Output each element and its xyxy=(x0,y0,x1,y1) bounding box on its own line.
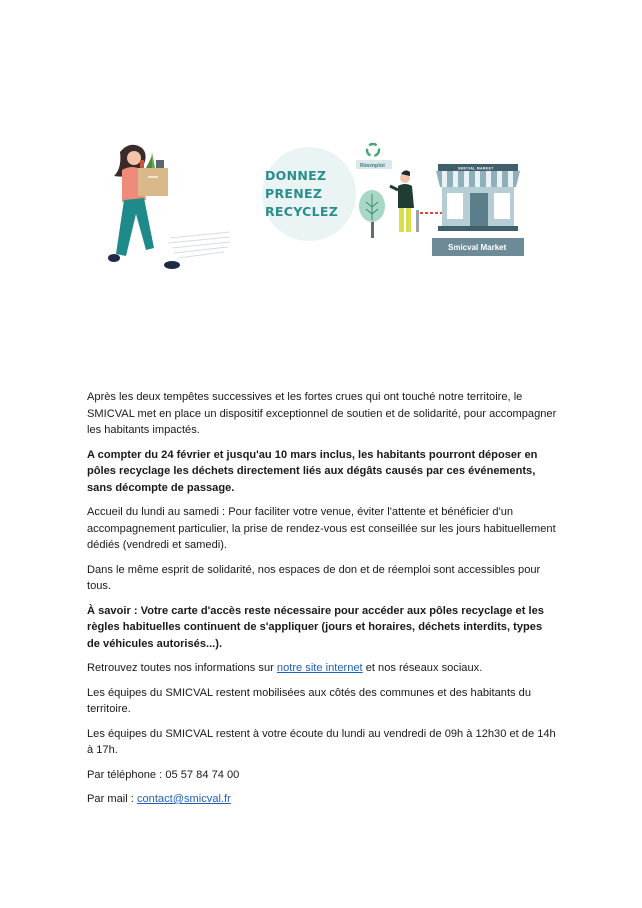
phone-paragraph xyxy=(87,767,557,784)
announcement-body xyxy=(87,389,557,816)
market-sign-text: SMICVAL MARKET xyxy=(458,166,494,171)
info-text-before: Retrouvez toutes nos informations sur xyxy=(87,662,277,674)
header-illustration xyxy=(90,130,540,290)
info-text-after: et nos réseaux sociaux. xyxy=(362,662,483,674)
website-link[interactable]: notre site internet xyxy=(276,662,363,674)
slogan-line-3: RECYCLEZ xyxy=(265,204,339,219)
recycle-icon xyxy=(367,144,379,156)
email-link[interactable]: contact@smicval.fr xyxy=(136,793,231,805)
tree-icon xyxy=(359,190,385,238)
email-label: Par mail : xyxy=(87,793,137,805)
intro-paragraph: Après les deux tempêtes successives et les fortes crues qui ont touché notre territoire, le SMICVAL met en place un dispositif exceptionnel de soutien et de solidarité, pour accompagner les habitants impactés. xyxy=(87,391,557,436)
slogan-line-1: DONNEZ xyxy=(265,168,327,183)
slogan-badge xyxy=(262,147,356,241)
email-paragraph xyxy=(87,791,557,808)
phone-label: Par téléphone : xyxy=(87,768,166,781)
market-label: Smicval Market xyxy=(448,243,507,252)
motion-lines-graphic xyxy=(168,232,230,258)
woman-with-box-illustration xyxy=(108,145,180,269)
reemploi-badge: Réemploi xyxy=(360,163,385,169)
accueil-paragraph: Accueil du lundi au samedi : Pour faciliter votre venue, éviter l'attente et bénéficier d'un accompagnement particulier, la prise de rendez-vous est conseillée sur les jours habituellement dédiés (vendredi et samedi). xyxy=(87,506,556,551)
mobilisation-paragraph: Les équipes du SMICVAL restent mobilisées aux côtés des communes et des habitants du territoire. xyxy=(87,686,531,715)
phone-number: 05 57 84 74 00 xyxy=(165,768,240,781)
market-building-illustration xyxy=(436,164,520,231)
info-paragraph xyxy=(87,660,557,677)
hours-paragraph: Les équipes du SMICVAL restent à votre écoute du lundi au vendredi de 09h à 12h30 et de 14h à 17h. xyxy=(87,727,556,756)
slogan-line-2: PRENEZ xyxy=(265,186,323,201)
dates-paragraph: A compter du 24 février et jusqu'au 10 mars inclus, les habitants pourront déposer en pôles recyclage les déchets directement liés aux dégâts causés par ces événements, sans décompte de passage. xyxy=(87,448,538,494)
a-savoir-paragraph: À savoir : Votre carte d'accès reste nécessaire pour accéder aux pôles recyclage et les règles habituelles continuent de s'appliquer (jours et horaires, déchets interdits, types de véhicules autorisés...). xyxy=(87,604,544,650)
attendant-illustration xyxy=(390,170,414,232)
solidarite-paragraph: Dans le même esprit de solidarité, nos espaces de don et de réemploi sont accessibles pour tous. xyxy=(87,563,541,592)
